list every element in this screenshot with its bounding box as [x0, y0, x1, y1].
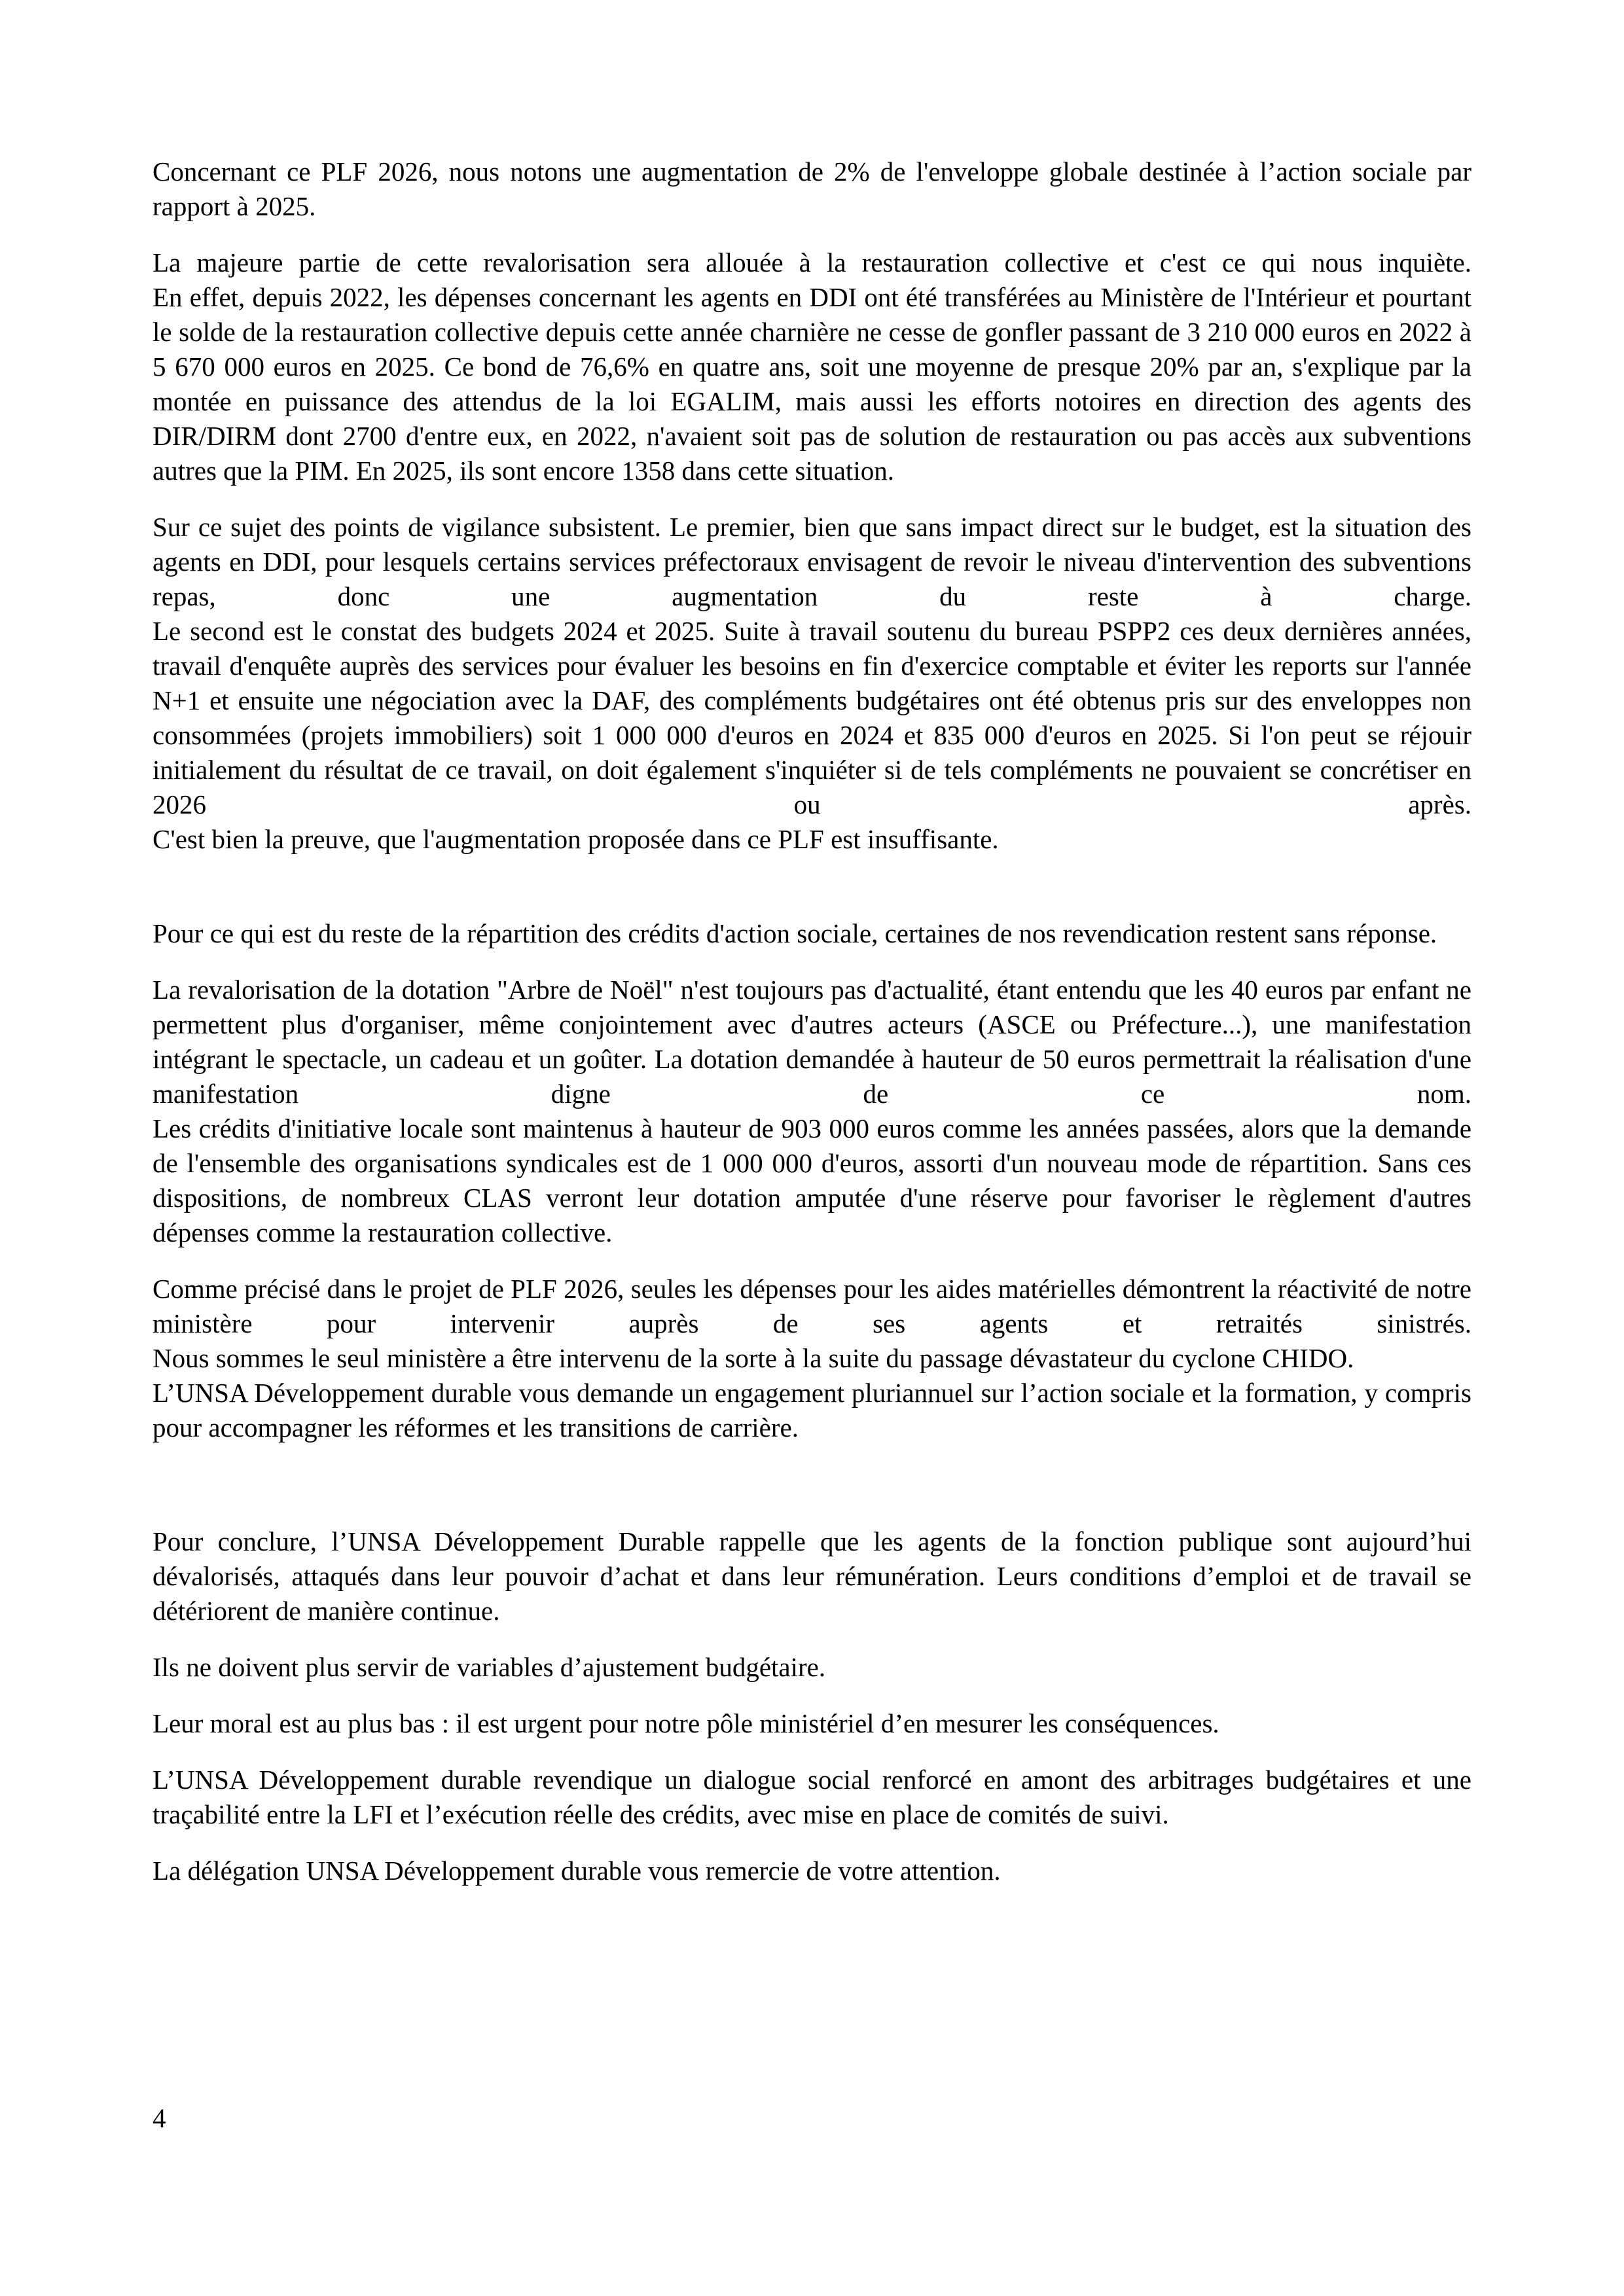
paragraph	[153, 1524, 1471, 1628]
paragraph-line: La délégation UNSA Développement durable vous remercie de votre attention.	[153, 1856, 1001, 1886]
paragraph	[153, 154, 1471, 224]
paragraph	[153, 1763, 1471, 1832]
paragraph-line: La revalorisation de la dotation "Arbre de Noël" n'est toujours pas d'actualité, étant entendu que les 40 euros par enfant ne permettent plus d'organiser, même conjointement avec d'autres acteurs (ASCE ou Préfecture...), une manifestation intégrant le spectacle, un cadeau et un goûter. La dotation demandée à hauteur de 50 euros permettrait la réalisation d'une manifestation digne de ce nom.	[153, 975, 1471, 1109]
paragraph-line: Sur ce sujet des points de vigilance subsistent. Le premier, bien que sans impact direct sur le budget, est la situation des agents en DDI, pour lesquels certains services préfectoraux envisagent de revoir le niveau d'intervention des subventions repas, donc une augmentation du reste à charge.	[153, 512, 1471, 611]
paragraph-line: En effet, depuis 2022, les dépenses concernant les agents en DDI ont été transférées au Ministère de l'Intérieur et pourtant le solde de la restauration collective depuis cette année charnière ne cesse de gonfler passant de 3 210 000 euros en 2022 à 5 670 000 euros en 2025. Ce bond de 76,6% en quatre ans, soit une moyenne de presque 20% par an, s'explique par la montée en puissance des attendus de la loi EGALIM, mais aussi les efforts notoires en direction des agents des DIR/DIRM dont 2700 d'entre eux, en 2022, n'avaient soit pas de solution de restauration ou pas accès aux subventions autres que la PIM. En 2025, ils sont encore 1358 dans cette situation.	[153, 282, 1471, 486]
paragraph-line: Nous sommes le seul ministère a être intervenu de la sorte à la suite du passage dévastateur du cyclone CHIDO.	[153, 1343, 1354, 1373]
paragraph	[153, 1272, 1471, 1445]
page-number: 4	[153, 2103, 166, 2133]
paragraph	[153, 1854, 1471, 1888]
paragraph-line: Pour conclure, l’UNSA Développement Durable rappelle que les agents de la fonction publique sont aujourd’hui dévalorisés, attaqués dans leur pouvoir d’achat et dans leur rémunération. Leurs conditions d’emploi et de travail se détériorent de manière continue.	[153, 1526, 1471, 1626]
paragraph-line: Ils ne doivent plus servir de variables d’ajustement budgétaire.	[153, 1652, 826, 1682]
paragraph-line: La majeure partie de cette revalorisation sera allouée à la restauration collective et c'est ce qui nous inquiète.	[153, 247, 1471, 278]
paragraph-line: Les crédits d'initiative locale sont maintenus à hauteur de 903 000 euros comme les années passées, alors que la demande de l'ensemble des organisations syndicales est de 1 000 000 d'euros, assorti d'un nouveau mode de répartition. Sans ces dispositions, de nombreux CLAS verront leur dotation amputée d'une réserve pour favoriser le règlement d'autres dépenses comme la restauration collective.	[153, 1113, 1471, 1247]
paragraph-line: C'est bien la preuve, que l'augmentation proposée dans ce PLF est insuffisante.	[153, 824, 999, 854]
paragraph-line: Leur moral est au plus bas : il est urgent pour notre pôle ministériel d’en mesurer les conséquences.	[153, 1708, 1219, 1738]
paragraph-line: L’UNSA Développement durable revendique un dialogue social renforcé en amont des arbitrages budgétaires et une traçabilité entre la LFI et l’exécution réelle des crédits, avec mise en place de comités de suivi.	[153, 1765, 1471, 1829]
paragraph	[153, 916, 1471, 951]
paragraph	[153, 510, 1471, 857]
paragraph	[153, 1650, 1471, 1685]
paragraph	[153, 973, 1471, 1250]
paragraph-line: Comme précisé dans le projet de PLF 2026, seules les dépenses pour les aides matérielles démontrent la réactivité de notre ministère pour intervenir auprès de ses agents et retraités sinistrés.	[153, 1274, 1471, 1338]
paragraph	[153, 1706, 1471, 1741]
document-body	[153, 154, 1471, 1910]
paragraph-line: Le second est le constat des budgets 2024 et 2025. Suite à travail soutenu du bureau PSPP2 ces deux dernières années, travail d'enquête auprès des services pour évaluer les besoins en fin d'exercice comptable et éviter les reports sur l'année N+1 et ensuite une négociation avec la DAF, des compléments budgétaires ont été obtenus pris sur des enveloppes non consommées (projets immobiliers) soit 1 000 000 d'euros en 2024 et 835 000 d'euros en 2025. Si l'on peut se réjouir initialement du résultat de ce travail, on doit également s'inquiéter si de tels compléments ne pouvaient se concrétiser en 2026 ou après.	[153, 616, 1471, 819]
paragraph-line: Concernant ce PLF 2026, nous notons une augmentation de 2% de l'enveloppe globale destinée à l’action sociale par rapport à 2025.	[153, 156, 1471, 221]
paragraph	[153, 245, 1471, 488]
paragraph-line: Pour ce qui est du reste de la répartition des crédits d'action sociale, certaines de nos revendication restent sans réponse.	[153, 918, 1437, 948]
paragraph-line: L’UNSA Développement durable vous demande un engagement pluriannuel sur l’action sociale et la formation, y compris pour accompagner les réformes et les transitions de carrière.	[153, 1378, 1471, 1443]
